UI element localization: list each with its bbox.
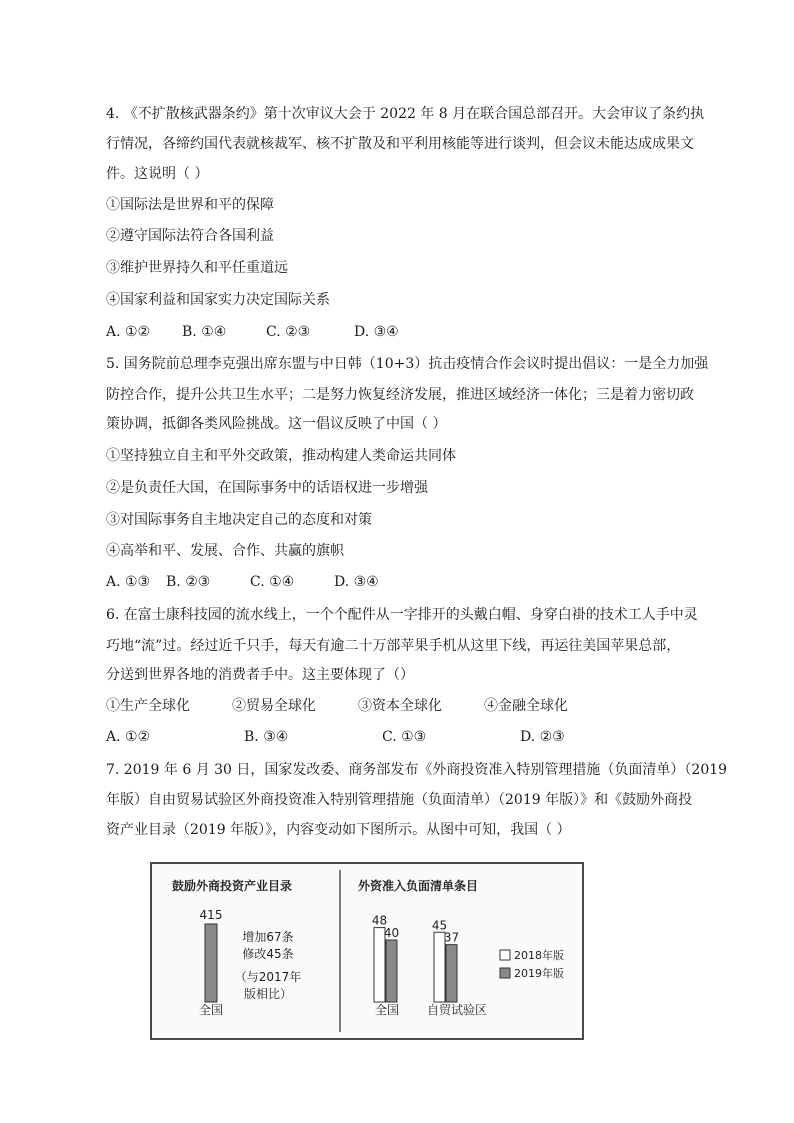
q5-option-a[interactable]: A. ①③: [106, 574, 151, 590]
q4-item-1: ①国际法是世界和平的保障: [106, 197, 274, 213]
left-note-compare-1: （与2017年: [234, 970, 302, 984]
category-label: 全国: [374, 1003, 400, 1017]
q4-stem-line-2: 行情况，各缔约国代表就核裁军、核不扩散及和平利用核能等进行谈判，但会议未能达成成果文: [106, 136, 694, 152]
left-bar-national: [205, 924, 217, 1002]
left-note-added: 增加67条: [242, 930, 294, 944]
left-note-compare-2: 版相比）: [243, 987, 293, 1001]
q6-option-a[interactable]: A. ①②: [106, 729, 151, 745]
q4-item-2: ②遵守国际法符合各国利益: [106, 228, 274, 244]
q7-stem-line-3: 资产业目录（2019 年版）》，内容变动如下图所示。从图中可知，我国（ ）: [106, 822, 571, 838]
q6-item-3: ③资本全球化: [358, 698, 442, 714]
q6-stem-line-2: 巧地“流”过。经过近千只手，每天有逾二十万部苹果手机从这里下线，再运往美国苹果总部，: [106, 638, 681, 654]
q5-option-b[interactable]: B. ②③: [166, 574, 211, 590]
q4-option-a[interactable]: A. ①②: [106, 324, 151, 340]
left-bar-category: 全国: [198, 1003, 224, 1017]
q6-stem-line-1: 6. 在富士康科技园的流水线上，一个个配件从一字排开的头戴白帽、身穿白褂的技术工人手中灵: [106, 607, 698, 623]
left-panel-title: 鼓励外商投资产业目录: [172, 879, 293, 893]
q6-stem-line-3: 分送到世界各地的消费者手中。这主要体现了（）: [106, 667, 414, 683]
left-note-modified: 修改45条: [242, 947, 294, 961]
legend-label-2019: 2019年版: [514, 967, 564, 980]
bar-value-label: 37: [443, 930, 460, 945]
legend-label-2018: 2018年版: [514, 949, 564, 962]
q7-figure: [150, 862, 584, 1040]
q4-stem-line-3: 件。这说明（ ）: [106, 166, 209, 182]
q4-stem-line-1: 4. 《不扩散核武器条约》第十次审议大会于 2022 年 8 月在联合国总部召开。大会审议了条约执: [106, 106, 705, 122]
q6-option-b[interactable]: B. ③④: [244, 729, 289, 745]
bar-ftz-2019: [446, 945, 457, 1002]
q6-option-d[interactable]: D. ②③: [520, 729, 565, 745]
q6-item-1: ①生产全球化: [106, 698, 190, 714]
bar-national-2019: [386, 940, 397, 1002]
q5-option-d[interactable]: D. ③④: [334, 574, 379, 590]
q5-item-3: ③对国际事务自主地决定自己的态度和对策: [106, 512, 372, 528]
q4-option-c[interactable]: C. ②③: [266, 324, 311, 340]
bar-value-label: 40: [383, 926, 400, 940]
q4-item-3: ③维护世界持久和平任重道远: [106, 260, 288, 276]
q4-item-4: ④国家利益和国家实力决定国际关系: [106, 292, 330, 308]
q5-stem-line-2: 防控合作，提升公共卫生水平；二是努力恢复经济发展，推进区域经济一体化；三是着力密切政: [106, 387, 694, 403]
q6-item-2: ②贸易全球化: [232, 698, 316, 714]
q7-chart: [152, 864, 582, 1038]
right-bars-group: [372, 914, 487, 1017]
q6-option-c[interactable]: C. ①③: [382, 729, 427, 745]
q4-option-b[interactable]: B. ①④: [182, 324, 227, 340]
q5-option-c[interactable]: C. ①④: [250, 574, 295, 590]
left-bar-value: 415: [199, 908, 223, 922]
q5-item-1: ①坚持独立自主和平外交政策，推动构建人类命运共同体: [106, 448, 456, 464]
q5-stem-line-3: 策协调，抵御各类风险挑战。这一倡议反映了中国（ ）: [106, 416, 447, 432]
bar-value-label: 48: [371, 913, 388, 928]
q7-stem-line-1: 7. 2019 年 6 月 30 日，国家发改委、商务部发布《外商投资准入特别管理措施（负面清单）（2019: [106, 762, 728, 778]
right-panel-title: 外资准入负面清单条目: [358, 879, 479, 893]
q5-stem-line-1: 5. 国务院前总理李克强出席东盟与中日韩（10+3）抗击疫情合作会议时提出倡议：一是全力加强: [106, 356, 709, 372]
q5-item-2: ②是负责任大国，在国际事务中的话语权进一步增强: [106, 480, 428, 496]
q6-item-4: ④金融全球化: [484, 698, 568, 714]
legend-swatch-2019: [500, 968, 510, 978]
q5-item-4: ④高举和平、发展、合作、共赢的旗帜: [106, 543, 344, 559]
q4-option-d[interactable]: D. ③④: [354, 324, 399, 340]
q7-stem-line-2: 年版）自由贸易试验区外商投资准入特别管理措施（负面清单）（2019 年版）》和《鼓励外商投: [106, 792, 693, 808]
legend-swatch-2018: [500, 950, 510, 960]
category-label: 自贸试验区: [426, 1003, 488, 1017]
bar-value-label: 45: [431, 918, 448, 933]
